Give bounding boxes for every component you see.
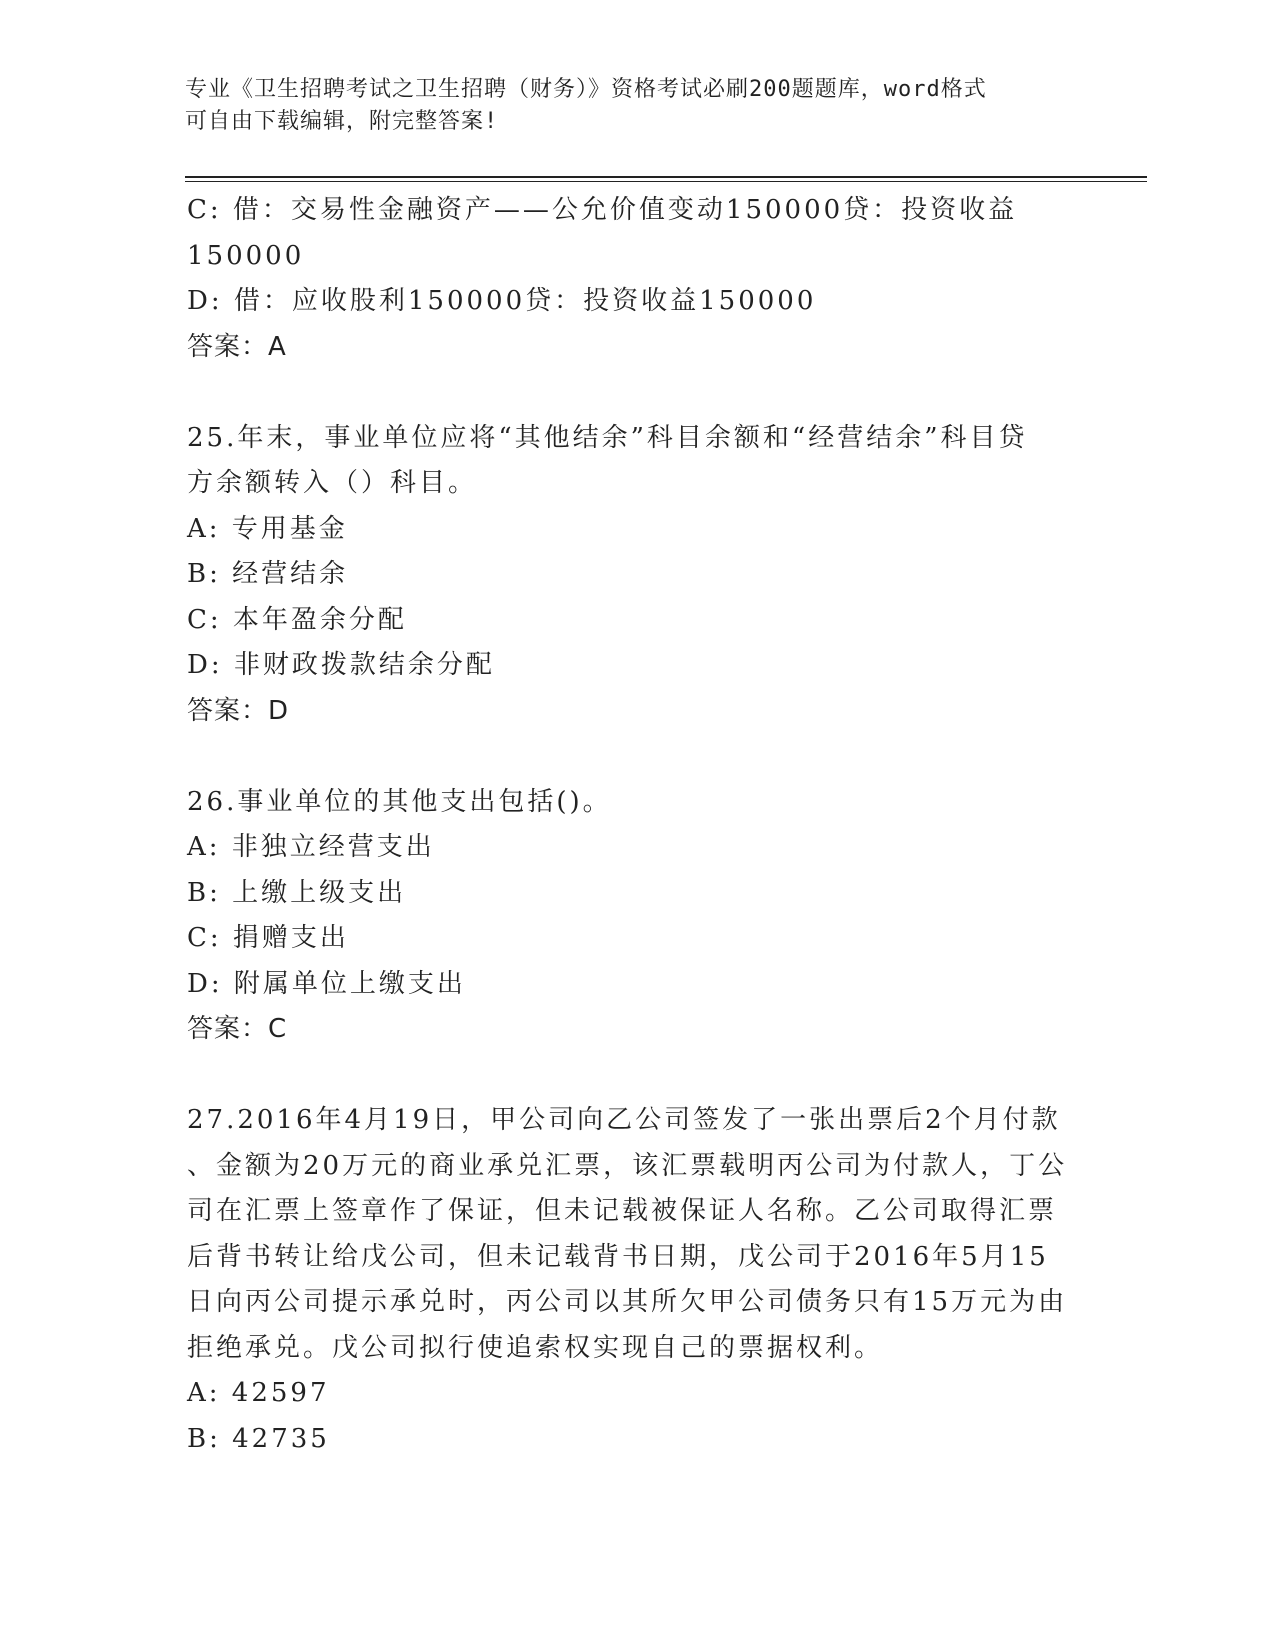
header-divider-thin <box>185 181 1147 182</box>
header-divider-thick <box>185 176 1147 178</box>
header-title-line-1: 专业《卫生招聘考试之卫生招聘（财务）》资格考试必刷200题题库，word格式 <box>185 77 987 102</box>
question-content <box>187 188 1067 1462</box>
option-d: D: 借：应收股利150000贷：投资收益150000 <box>187 286 817 316</box>
question-27-stem-line-4: 后背书转让给戊公司，但未记载背书日期，戊公司于2016年5月15 <box>187 1241 1049 1272</box>
option-c: C: 捐赠支出 <box>187 923 349 953</box>
question-26 <box>187 780 1067 1053</box>
question-25-stem-line-1: 25.年末，事业单位应将“其他结余”科目余额和“经营结余”科目贷 <box>187 422 1028 453</box>
question-27-stem-line-1: 27.2016年4月19日，甲公司向乙公司签发了一张出票后2个月付款 <box>187 1105 1061 1135</box>
question-27-stem-line-2: 、金额为20万元的商业承兑汇票，该汇票载明丙公司为付款人，丁公 <box>187 1150 1068 1181</box>
question-spacer <box>187 734 1067 780</box>
document-header <box>185 74 1085 138</box>
option-c-line-2: 150000 <box>187 240 305 271</box>
header-title-line-2: 可自由下载编辑，附完整答案! <box>185 109 499 134</box>
option-d: D: 非财政拨款结余分配 <box>187 650 495 680</box>
question-24-tail <box>187 188 1067 370</box>
question-27-stem-line-6: 拒绝承兑。戊公司拟行使追索权实现自己的票据权利。 <box>187 1332 884 1363</box>
question-26-stem: 26.事业单位的其他支出包括()。 <box>187 786 612 817</box>
option-a: A: 42597 <box>187 1378 330 1408</box>
option-b: B: 经营结余 <box>187 559 349 589</box>
option-d: D: 附属单位上缴支出 <box>187 968 466 999</box>
question-27-stem-line-5: 日向丙公司提示承兑时，丙公司以其所欠甲公司债务只有15万元为由 <box>187 1287 1068 1317</box>
answer-25: 答案：D <box>187 695 290 726</box>
option-a: A: 专用基金 <box>187 513 348 544</box>
option-c-line-1: C: 借：交易性金融资产——公允价值变动150000贷：投资收益 <box>187 195 1018 225</box>
option-a: A: 非独立经营支出 <box>187 832 435 862</box>
question-spacer <box>187 1053 1067 1099</box>
option-b: B: 42735 <box>187 1423 330 1454</box>
option-b: B: 上缴上级支出 <box>187 877 407 908</box>
option-c: C: 本年盈余分配 <box>187 604 407 635</box>
answer-26: 答案：C <box>187 1014 288 1044</box>
question-25-stem-line-2: 方余额转入（）科目。 <box>187 468 478 498</box>
question-25 <box>187 416 1067 735</box>
question-27-stem-line-3: 司在汇票上签章作了保证，但未记载被保证人名称。乙公司取得汇票 <box>187 1196 1058 1226</box>
answer-24: 答案：A <box>187 331 287 362</box>
question-spacer <box>187 370 1067 416</box>
question-27 <box>187 1098 1067 1462</box>
